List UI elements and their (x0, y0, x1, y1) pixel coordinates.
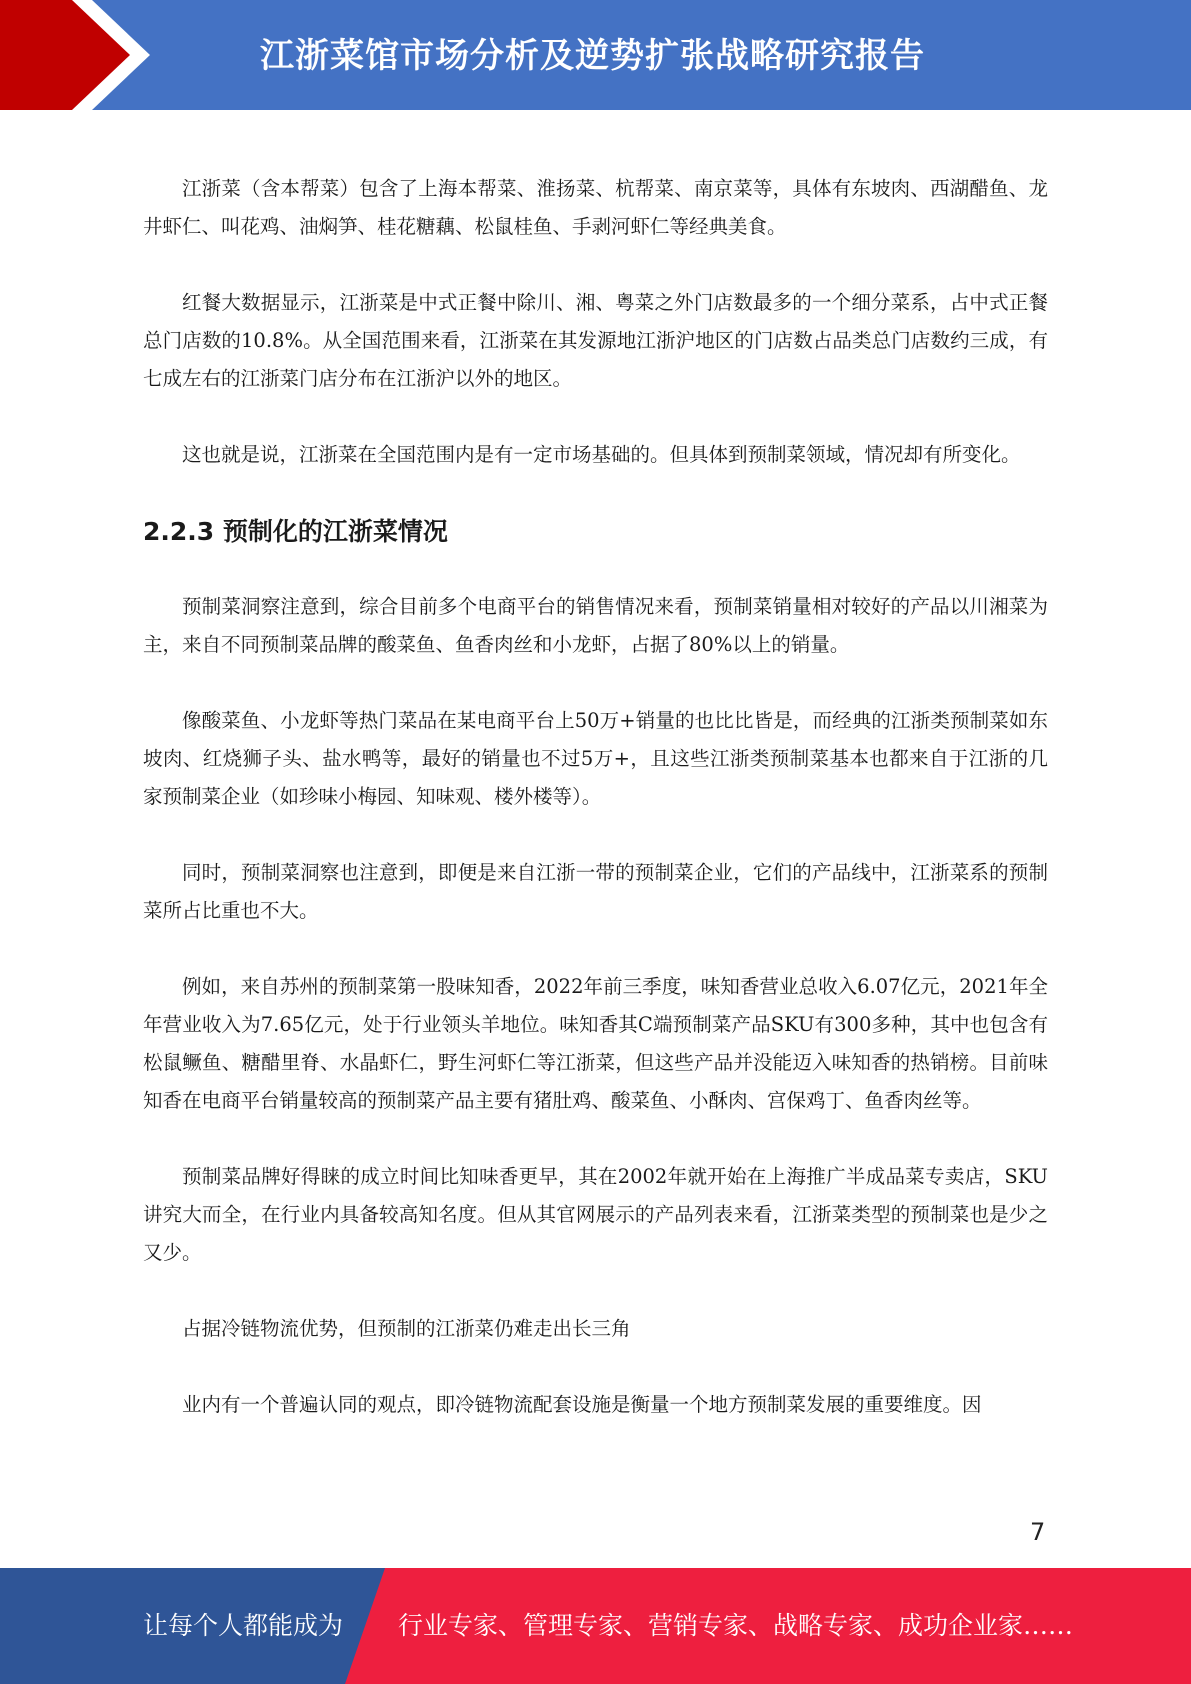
footer-slogan-right: 行业专家、管理专家、营销专家、战略专家、成功企业家…… (398, 1611, 1074, 1640)
paragraph: 例如，来自苏州的预制菜第一股味知香，2022年前三季度，味知香营业总收入6.07亿元，2021年全年营业收入为7.65亿元，处于行业领头羊地位。味知香其C端预制菜产品SKU有300多种，其中也包含有松鼠鳜鱼、糖醋里脊、水晶虾仁，野生河虾仁等江浙菜，但这些产品并没能迈入味知香的热销榜。目前味知香在电商平台销量较高的预制菜产品主要有猪肚鸡、酸菜鱼、小酥肉、宫保鸡丁、鱼香肉丝等。 (143, 975, 1048, 1112)
footer-band (0, 1568, 1191, 1684)
subheading-paragraph: 占据冷链物流优势，但预制的江浙菜仍难走出长三角 (182, 1317, 631, 1340)
paragraph: 像酸菜鱼、小龙虾等热门菜品在某电商平台上50万+销量的也比比皆是，而经典的江浙类预制菜如东坡肉、红烧狮子头、盐水鸭等，最好的销量也不过5万+，且这些江浙类预制菜基本也都来自于江浙的几家预制菜企业（如珍味小梅园、知味观、楼外楼等）。 (143, 709, 1048, 808)
paragraph: 这也就是说，江浙菜在全国范围内是有一定市场基础的。但具体到预制菜领域，情况却有所变化。 (182, 443, 1021, 466)
paragraph: 预制菜品牌好得睐的成立时间比知味香更早，其在2002年就开始在上海推广半成品菜专卖店，SKU讲究大而全，在行业内具备较高知名度。但从其官网展示的产品列表来看，江浙菜类型的预制菜也是少之又少。 (143, 1165, 1048, 1264)
paragraph: 红餐大数据显示，江浙菜是中式正餐中除川、湘、粤菜之外门店数最多的一个细分菜系，占中式正餐总门店数的10.8%。从全国范围来看，江浙菜在其发源地江浙沪地区的门店数占品类总门店数约三成，有七成左右的江浙菜门店分布在江浙沪以外的地区。 (143, 291, 1048, 390)
chevron-arrow-icon (0, 0, 160, 110)
paragraph: 同时，预制菜洞察也注意到，即便是来自江浙一带的预制菜企业，它们的产品线中，江浙菜系的预制菜所占比重也不大。 (143, 861, 1048, 922)
paragraph: 预制菜洞察注意到，综合目前多个电商平台的销售情况来看，预制菜销量相对较好的产品以川湘菜为主，来自不同预制菜品牌的酸菜鱼、鱼香肉丝和小龙虾，占据了80%以上的销量。 (143, 595, 1048, 656)
document-body (143, 170, 1048, 1462)
page-number: 7 (1030, 1518, 1046, 1546)
section-heading: 2.2.3 预制化的江浙菜情况 (143, 517, 448, 546)
paragraph: 业内有一个普遍认同的观点，即冷链物流配套设施是衡量一个地方预制菜发展的重要维度。因 (182, 1393, 982, 1416)
report-title: 江浙菜馆市场分析及逆势扩张战略研究报告 (260, 36, 925, 76)
paragraph: 江浙菜（含本帮菜）包含了上海本帮菜、淮扬菜、杭帮菜、南京菜等，具体有东坡肉、西湖醋鱼、龙井虾仁、叫花鸡、油焖笋、桂花糖藕、松鼠桂鱼、手剥河虾仁等经典美食。 (143, 177, 1048, 238)
header-band (0, 0, 1191, 110)
footer-slogan-left: 让每个人都能成为 (143, 1611, 344, 1640)
